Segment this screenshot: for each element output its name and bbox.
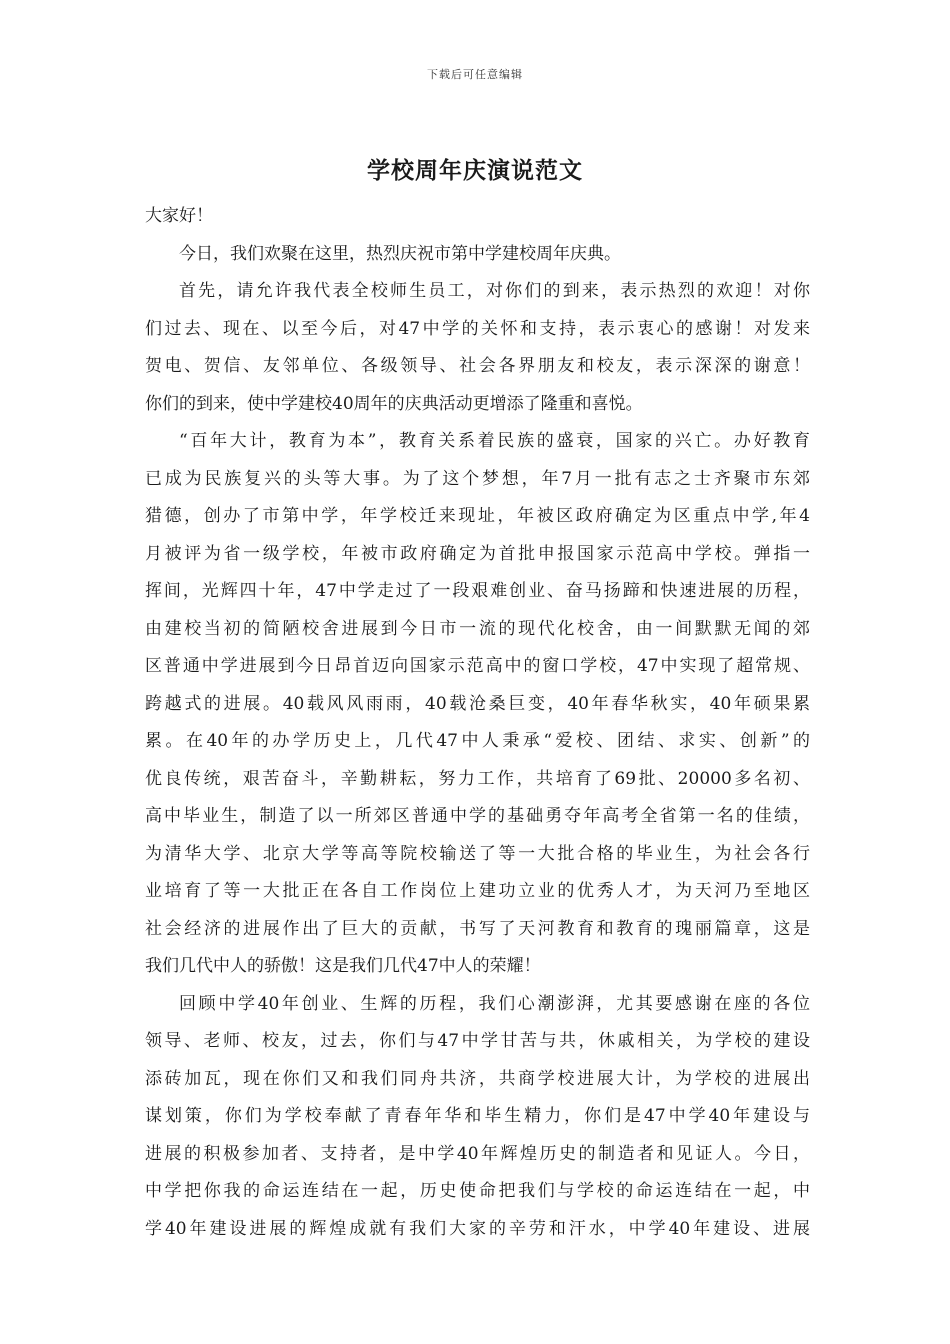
paragraph-line: 今日，我们欢聚在这里，热烈庆祝市第中学建校周年庆典。 <box>179 243 621 264</box>
paragraph-line: 累。在40年的办学历史上，几代47中人秉承“爱校、团结、求实、创新”的 <box>145 731 810 751</box>
paragraph-line: 进展的积极参加者、支持者，是中学40年辉煌历史的制造者和见证人。今日， <box>145 1143 810 1164</box>
paragraph-line: 业培育了等一大批正在各自工作岗位上建功立业的优秀人才，为天河乃至地区 <box>145 881 810 901</box>
paragraph-line: 为清华大学、北京大学等高等院校输送了等一大批合格的毕业生，为社会各行 <box>145 843 810 864</box>
paragraph-line: 贺电、贺信、友邻单位、各级领导、社会各界朋友和校友，表示深深的谢意！ <box>145 356 810 376</box>
document-body <box>145 198 810 1248</box>
paragraph-line: 已成为民族复兴的头等大事。为了这个梦想，年7月一批有志之士齐聚市东郊 <box>145 468 810 489</box>
paragraph-line: “百年大计，教育为本”，教育关系着民族的盛衰，国家的兴亡。办好教育 <box>179 431 810 451</box>
paragraph-line: 优良传统，艰苦奋斗，辛勤耕耘，努力工作，共培育了69批、20000多名初、 <box>145 768 810 789</box>
paragraph-line: 们过去、现在、以至今后，对47中学的关怀和支持，表示衷心的感谢！对发来 <box>145 318 810 339</box>
paragraph-line: 高中毕业生，制造了以一所郊区普通中学的基础勇夺年高考全省第一名的佳绩， <box>145 806 810 826</box>
paragraph-line: 谋划策，你们为学校奉献了青春年华和毕生精力，你们是47中学40年建设与 <box>145 1106 810 1126</box>
paragraph-line: 领导、老师、校友，过去，你们与47中学甘苦与共，休戚相关，为学校的建设 <box>145 1031 810 1051</box>
paragraph-line: 社会经济的进展作出了巨大的贡献，书写了天河教育和教育的瑰丽篇章，这是 <box>145 918 810 939</box>
paragraph-line: 由建校当初的简陋校舍进展到今日市一流的现代化校舍，由一间默默无闻的郊 <box>145 618 810 639</box>
paragraph-line: 猎德，创办了市第中学，年学校迁来现址，年被区政府确定为区重点中学,年4 <box>145 506 810 526</box>
paragraph-line: 中学把你我的命运连结在一起，历史使命把我们与学校的命运连结在一起，中 <box>145 1181 810 1201</box>
paragraph-line: 首先，请允许我代表全校师生员工，对你们的到来，表示热烈的欢迎！对你 <box>179 281 810 301</box>
paragraph-line: 挥间，光辉四十年，47中学走过了一段艰难创业、奋马扬蹄和快速进展的历程， <box>145 581 810 601</box>
document-title: 学校周年庆演说范文 <box>367 157 583 184</box>
greeting: 大家好！ <box>145 206 213 226</box>
paragraph-line: 学40年建设进展的辉煌成就有我们大家的辛劳和汗水，中学40年建设、进展 <box>145 1218 810 1239</box>
paragraph-line: 区普通中学进展到今日昂首迈向国家示范高中的窗口学校，47中实现了超常规、 <box>145 656 810 676</box>
paragraph-line: 回顾中学40年创业、生辉的历程，我们心潮澎湃，尤其要感谢在座的各位 <box>179 993 810 1014</box>
paragraph-line: 月被评为省一级学校，年被市政府确定为首批申报国家示范高中学校。弹指一 <box>145 543 810 564</box>
paragraph-line: 添砖加瓦，现在你们又和我们同舟共济，共商学校进展大计，为学校的进展出 <box>145 1068 810 1089</box>
paragraph-line: 我们几代中人的骄傲！这是我们几代47中人的荣耀！ <box>145 956 541 976</box>
paragraph-line: 你们的到来，使中学建校40周年的庆典活动更增添了隆重和喜悦。 <box>145 393 643 414</box>
header-note: 下载后可任意编辑 <box>427 68 523 81</box>
paragraph-line: 跨越式的进展。40载风风雨雨，40载沧桑巨变，40年春华秋实，40年硕果累 <box>145 693 810 714</box>
